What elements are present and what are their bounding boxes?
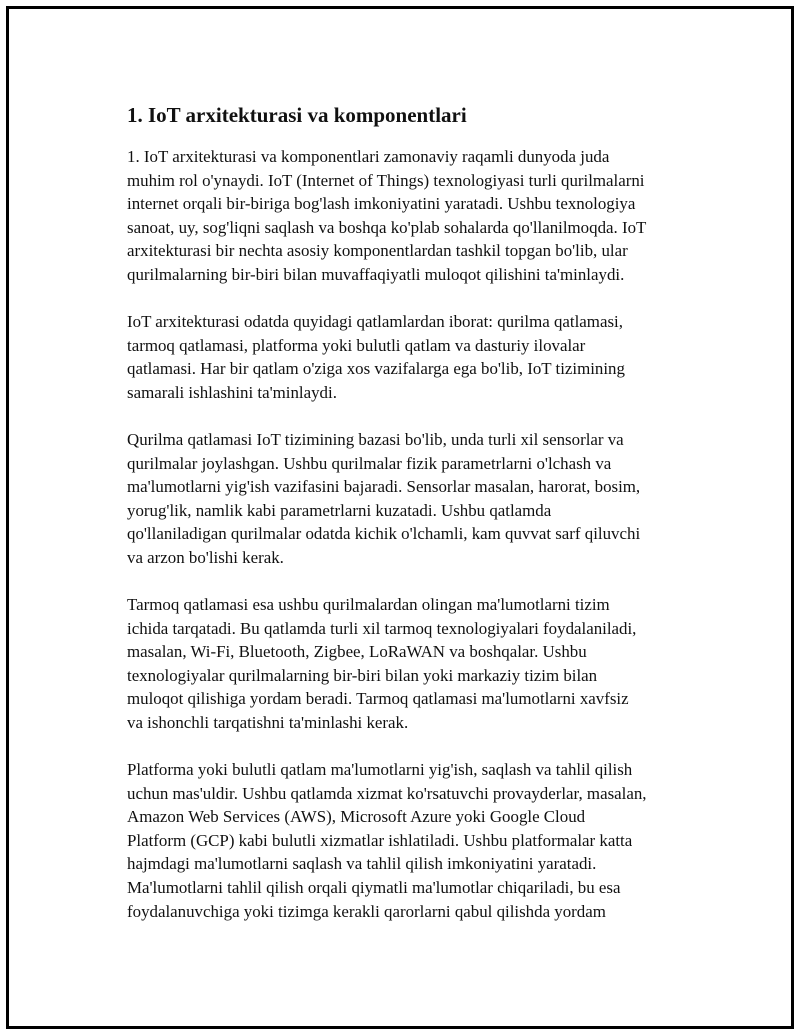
paragraph-layers <box>127 310 699 404</box>
text-line: masalan, Wi-Fi, Bluetooth, Zigbee, LoRaWAN va boshqalar. Ushbu <box>127 642 587 662</box>
text-line: internet orqali bir-biriga bog'lash imkoniyatini yaratadi. Ushbu texnologiya <box>127 194 636 214</box>
text-line: qatlamasi. Har bir qatlam o'ziga xos vazifalarga ega bo'lib, IoT tizimining <box>127 359 625 379</box>
text-line: qurilmalarning bir-biri bilan muvaffaqiyatli muloqot qilishini ta'minlaydi. <box>127 264 625 284</box>
text-line: uchun mas'uldir. Ushbu qatlamda xizmat ko'rsatuvchi provayderlar, masalan, <box>127 783 647 803</box>
text-line: qo'llaniladigan qurilmalar odatda kichik o'lchamli, kam quvvat sarf qiluvchi <box>127 524 641 544</box>
page-frame <box>6 6 794 1029</box>
text-line: tarmoq qatlamasi, platforma yoki bulutli qatlam va dasturiy ilovalar <box>127 335 586 355</box>
document-body <box>127 101 699 947</box>
text-line: Tarmoq qatlamasi esa ushbu qurilmalardan olingan ma'lumotlarni tizim <box>127 595 610 614</box>
text-line: yorug'lik, namlik kabi parametrlarni kuzatadi. Ushbu qatlamda <box>127 500 552 520</box>
text-line: ma'lumotlarni yig'ish vazifasini bajaradi. Sensorlar masalan, harorat, bosim, <box>127 477 641 497</box>
paragraph-intro <box>127 145 699 287</box>
text-line: va arzon bo'lishi kerak. <box>127 547 284 567</box>
text-line: foydalanuvchiga yoki tizimga kerakli qarorlarni qabul qilishda yordam <box>127 901 606 921</box>
text-line: IoT arxitekturasi odatda quyidagi qatlamlardan iborat: qurilma qatlamasi, <box>127 312 623 332</box>
text-line: va ishonchli tarqatishni ta'minlashi kerak. <box>127 712 409 732</box>
section-heading: 1. IoT arxitekturasi va komponentlari <box>127 103 467 127</box>
text-line: Platform (GCP) kabi bulutli xizmatlar ishlatiladi. Ushbu platformalar katta <box>127 830 633 850</box>
paragraph-cloud-layer <box>127 758 699 923</box>
paragraph-device-layer <box>127 428 699 570</box>
text-line: hajmdagi ma'lumotlarni saqlash va tahlil qilish imkoniyatini yaratadi. <box>127 854 597 874</box>
text-line: Amazon Web Services (AWS), Microsoft Azure yoki Google Cloud <box>127 807 586 827</box>
text-line: ichida tarqatadi. Bu qatlamda turli xil tarmoq texnologiyalari foydalaniladi, <box>127 618 637 638</box>
text-line: samarali ishlashini ta'minlaydi. <box>127 382 337 402</box>
text-line: muhim rol o'ynaydi. IoT (Internet of Things) texnologiyasi turli qurilmalarni <box>127 170 645 190</box>
text-line: Platforma yoki bulutli qatlam ma'lumotlarni yig'ish, saqlash va tahlil qilish <box>127 760 633 780</box>
text-line: texnologiyalar qurilmalarning bir-biri bilan yoki markaziy tizim bilan <box>127 665 598 685</box>
text-line: arxitekturasi bir nechta asosiy komponentlardan tashkil topgan bo'lib, ular <box>127 241 628 261</box>
text-line: Ma'lumotlarni tahlil qilish orqali qiymatli ma'lumotlar chiqariladi, bu esa <box>127 878 621 898</box>
text-line: 1. IoT arxitekturasi va komponentlari zamonaviy raqamli dunyoda juda <box>127 147 610 166</box>
paragraph-network-layer <box>127 593 699 735</box>
text-line: sanoat, uy, sog'liqni saqlash va boshqa ko'plab sohalarda qo'llanilmoqda. IoT <box>127 217 647 237</box>
text-line: qurilmalar joylashgan. Ushbu qurilmalar fizik parametrlarni o'lchash va <box>127 453 612 473</box>
text-line: Qurilma qatlamasi IoT tizimining bazasi bo'lib, unda turli xil sensorlar va <box>127 429 624 449</box>
text-line: muloqot qilishiga yordam beradi. Tarmoq qatlamasi ma'lumotlarni xavfsiz <box>127 689 629 709</box>
